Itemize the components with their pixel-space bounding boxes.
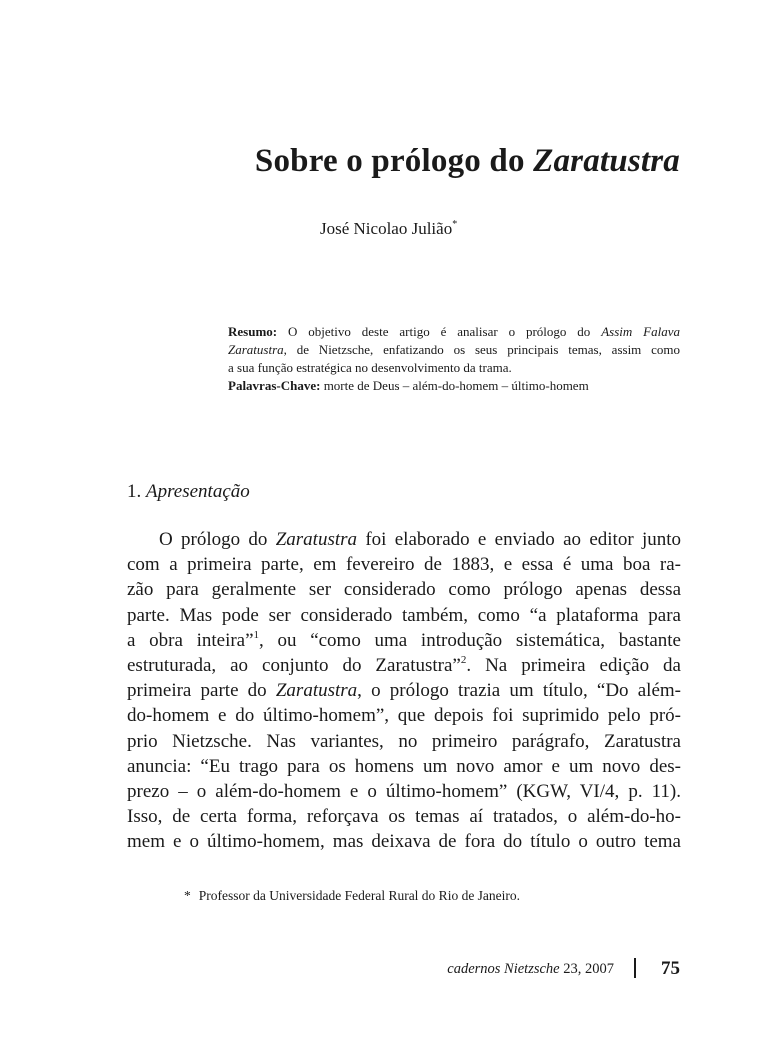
- section-number: 1.: [127, 481, 146, 502]
- footer-divider: [634, 958, 636, 978]
- body-line: anuncia: “Eu trago para os homens um novo amor e um novo des-: [127, 755, 681, 777]
- body-line: zão para geralmente ser considerado como prólogo apenas dessa: [127, 579, 681, 601]
- body-line: do-homem e do último-homem”, que depois foi suprimido pelo pró-: [127, 705, 681, 727]
- abstract-label: Resumo:: [228, 324, 278, 339]
- footnote: [184, 888, 520, 904]
- section-heading: [127, 481, 250, 503]
- footnote-ref: 2: [460, 653, 467, 666]
- footnote-ref: 1: [253, 628, 260, 641]
- abstract-line-3: a sua função estratégica no desenvolvimento da trama.: [228, 360, 512, 375]
- body-line: a obra inteira”$^1$, ou “como uma introdução sistemática, bastante: [127, 628, 681, 651]
- journal-citation: [447, 961, 614, 978]
- article-title: [120, 143, 680, 180]
- body-paragraph: [127, 527, 681, 854]
- article-title-main: Sobre o prólogo do: [254, 143, 534, 179]
- section-title: Apresentação: [146, 481, 250, 502]
- author-name: José Nicolao Julião: [320, 219, 453, 238]
- body-line: parte. Mas pode ser considerado também, como “a plataforma para: [127, 604, 681, 626]
- keywords-line: [228, 377, 680, 395]
- abstract-line-1: Resumo: O objetivo deste artigo é analisar o prólogo do Assim Falava: [228, 324, 680, 339]
- author-footnote-mark: *: [452, 219, 458, 230]
- article-title-italic: Zaratustra: [533, 143, 680, 179]
- footnote-text: Professor da Universidade Federal Rural do Rio de Janeiro.: [198, 888, 521, 903]
- body-line: com a primeira parte, em fevereiro de 1883, e essa é uma boa ra-: [127, 554, 681, 576]
- body-line: Isso, de certa forma, reforçava os temas aí tratados, o além-do-ho-: [127, 806, 681, 828]
- keywords-text: morte de Deus – além-do-homem – último-homem: [320, 378, 589, 393]
- body-line: prezo – o além-do-homem e o último-homem” (KGW, VI/4, p. 11).: [127, 780, 681, 802]
- abstract-line-2: Zaratustra, de Nietzsche, enfatizando os seus principais temas, assim como: [228, 342, 680, 357]
- body-line: O prólogo do Zaratustra foi elaborado e enviado ao editor junto: [159, 529, 681, 550]
- footnote-mark: *: [184, 888, 191, 903]
- journal-name: cadernos Nietzsche: [447, 961, 560, 977]
- body-line: mem e o último-homem, mas deixava de fora do título o outro tema: [127, 831, 681, 853]
- journal-issue: 23, 2007: [559, 961, 614, 977]
- body-line: prio Nietzsche. Nas variantes, no primeiro parágrafo, Zaratustra: [127, 730, 681, 752]
- author-line: [320, 219, 457, 239]
- body-line: estruturada, ao conjunto do Zaratustra”$^2$. Na primeira edição da: [127, 653, 681, 676]
- abstract-block: [228, 323, 680, 395]
- keywords-label: Palavras-Chave:: [228, 378, 321, 393]
- page-footer: [430, 958, 680, 984]
- body-line: primeira parte do Zaratustra, o prólogo trazia um título, “Do além-: [127, 680, 681, 702]
- page-number: 75: [661, 958, 680, 979]
